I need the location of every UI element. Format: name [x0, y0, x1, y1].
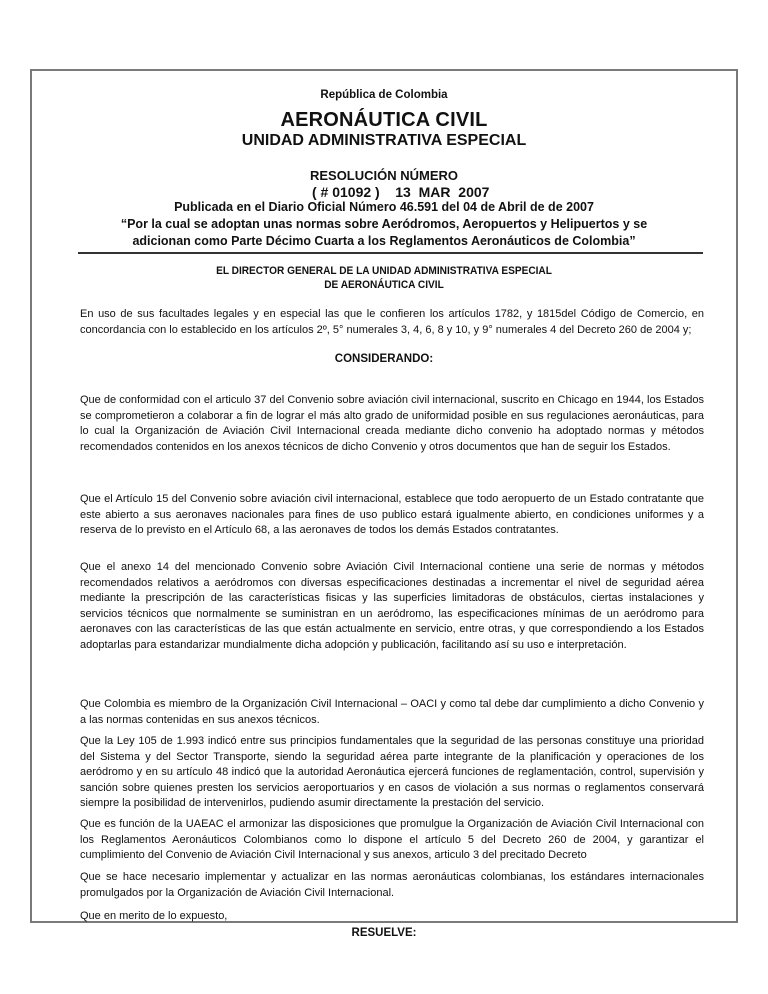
considerando-paragraph: Que el Artículo 15 del Convenio sobre aviación civil internacional, establece que todo aeropuerto de un Estado contratante que este abierto a sus aeronaves nacionales para fines de uso publico estará igualmente abierto, en condiciones uniformes y a reserva de lo previsto en el Artículo 68, a las aeronaves de todos los demás Estados contratantes. — [80, 493, 704, 536]
considerando-paragraph: Que Colombia es miembro de la Organización Civil Internacional – OACI y como tal debe dar cumplimiento a dicho Convenio y a las normas contenidas en sus anexos técnicos. — [80, 698, 704, 726]
resolution-number-date: ( # 01092 ) 13 MAR 2007 — [312, 184, 490, 200]
resuelve-heading: RESUELVE: — [351, 927, 417, 939]
considerando-paragraph: Que el anexo 14 del mencionado Convenio sobre Aviación Civil Internacional contiene una serie de normas y métodos recomendados relativos a aeródromos con diversas especificaciones destinadas a incrementar el nivel de seguridad aérea mediante la prescripción de las características fisicas y las superficies limitadoras de obstáculos, ciertas instalaciones y servicios técnicos que normalmente se suministran en un aeródromo, las especificaciones mínimas de un aeródromo para aeronaves con las características de las que están actualmente en servicio, entre otras, y que correspondiendo a los Estados adoptarlas para estandarizar mundialmente dicha adopción y publicación, facilitando así su uso e interpretación. — [80, 561, 704, 651]
republica-label: República de Colombia — [320, 89, 448, 101]
publication-note: Publicada en el Diario Oficial Número 46.591 del 04 de Abril de de 2007 — [174, 200, 594, 214]
resolution-subject — [32, 216, 736, 250]
director-line-2: DE AERONÁUTICA CIVIL — [324, 279, 444, 291]
intro-paragraph: En uso de sus facultades legales y en especial las que le confieren los artículos 1782, y 1815del Código de Comercio, en concordancia con lo establecido en los artículos 2º, 5° numerales 3, 4, 6, 8 y 10, y 9° numerales 4 del Decreto 260 de 2004 y; — [80, 308, 704, 336]
director-heading — [60, 264, 708, 292]
document-page — [30, 69, 738, 939]
considerando-paragraph: Que en merito de lo expuesto, — [80, 910, 228, 922]
subject-line-1: “Por la cual se adoptan unas normas sobre Aeródromos, Aeropuertos y Helipuertos y se — [120, 217, 648, 231]
considerando-paragraph: Que la Ley 105 de 1.993 indicó entre sus principios fundamentales que la seguridad de las personas constituye una prioridad del Sistema y del Sector Transporte, siendo la seguridad aérea parte integrante de la planificación y operaciones de los aeródromo y en su artículo 48 indicó que la autoridad Aeronáutica ejercerá funciones de reglamentación, control, supervisión y sanción sobre quienes presten los servicios aeroportuarios y en casos de violación a sus normas o reglamentos conservará siempre la posibilidad de intervenirlos, pudiendo asumir directamente la prestación del servicio. — [80, 735, 704, 809]
considerando-paragraph: Que de conformidad con el articulo 37 del Convenio sobre aviación civil internacional, suscrito en Chicago en 1944, los Estados se comprometieron a colaborar a fin de lograr el más alto grado de uniformidad posible en sus regulaciones aeronáuticas, para lo cual la Organización de Aviación Civil Internacional creada mediante dicho convenio ha adoptado normas y métodos recomendados contenidos en los anexos técnicos de dicho Convenio y otros documentos que han de seguir los Estados. — [80, 394, 704, 453]
considerando-heading: CONSIDERANDO: — [334, 353, 434, 365]
header-divider — [78, 252, 703, 254]
organization-subtitle: UNIDAD ADMINISTRATIVA ESPECIAL — [241, 132, 527, 149]
considerando-paragraph: Que se hace necesario implementar y actualizar en las normas aeronáuticas colombianas, los estándares internacionales promulgados por la Organización de Aviación Civil Internacional. — [80, 871, 704, 899]
subject-line-2: adicionan como Parte Décimo Cuarta a los Reglamentos Aeronáuticos de Colombia” — [132, 234, 636, 248]
director-line-1: EL DIRECTOR GENERAL DE LA UNIDAD ADMINISTRATIVA ESPECIAL — [216, 265, 552, 277]
organization-title: AERONÁUTICA CIVIL — [280, 109, 488, 131]
resolution-label: RESOLUCIÓN NÚMERO — [309, 168, 459, 183]
considerando-paragraph: Que es función de la UAEAC el armonizar las disposiciones que promulgue la Organización de Aviación Civil Internacional con los Reglamentos Aeronáuticos Colombianos como lo dispone el artículo 5 del Decreto 260 de 2004, y garantizar el cumplimiento del Convenio de Aviación Civil Internacional y sus anexos, articulo 3 del precitado Decreto — [80, 818, 704, 861]
